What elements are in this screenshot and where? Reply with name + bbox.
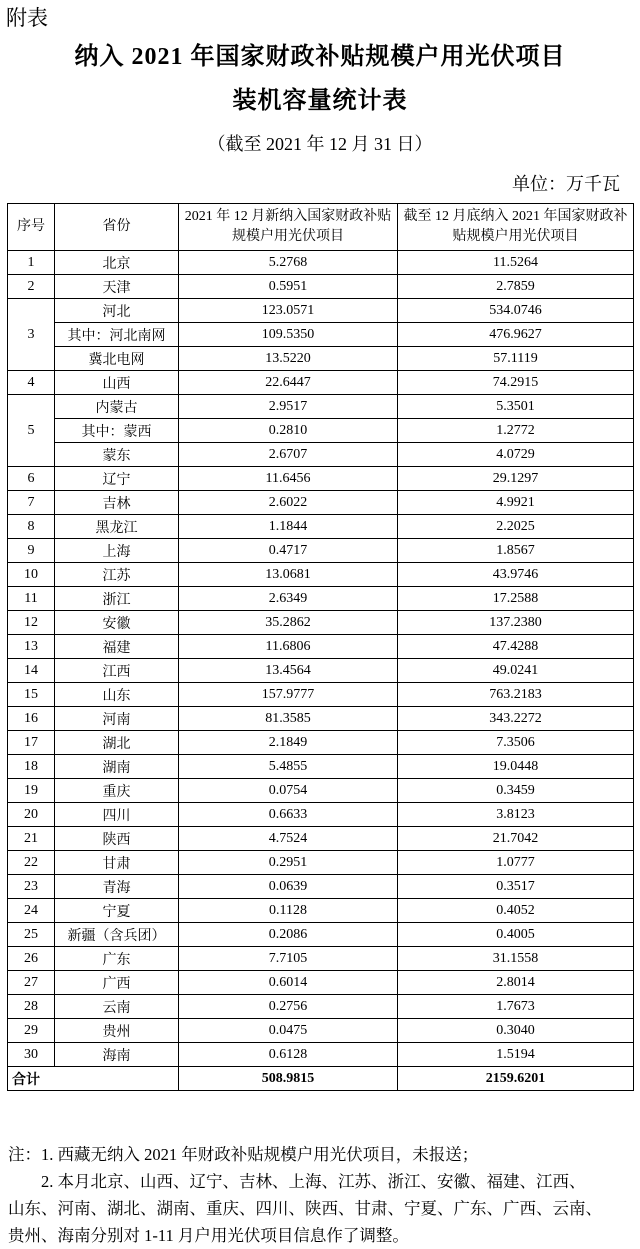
row-cumulative: 29.1297 bbox=[398, 467, 634, 491]
table-row bbox=[8, 851, 634, 875]
table-header-row bbox=[8, 204, 634, 251]
table-row bbox=[8, 563, 634, 587]
note-line: 贵州、海南分别对 1-11 月户用光伏项目信息作了调整。 bbox=[8, 1226, 409, 1245]
row-cumulative: 2.7859 bbox=[398, 275, 634, 299]
row-december-new: 109.5350 bbox=[179, 323, 398, 347]
table-row bbox=[8, 371, 634, 395]
row-seq: 28 bbox=[8, 995, 55, 1019]
row-province: 湖北 bbox=[55, 731, 179, 755]
row-december-new: 0.2086 bbox=[179, 923, 398, 947]
row-cumulative: 11.5264 bbox=[398, 251, 634, 275]
row-december-new: 2.6707 bbox=[179, 443, 398, 467]
table-row bbox=[8, 659, 634, 683]
row-province: 内蒙古 bbox=[55, 395, 179, 419]
table-row bbox=[8, 923, 634, 947]
row-province: 云南 bbox=[55, 995, 179, 1019]
row-province: 天津 bbox=[55, 275, 179, 299]
row-seq: 8 bbox=[8, 515, 55, 539]
row-province: 宁夏 bbox=[55, 899, 179, 923]
table-row bbox=[8, 611, 634, 635]
row-cumulative: 0.3517 bbox=[398, 875, 634, 899]
row-cumulative: 343.2272 bbox=[398, 707, 634, 731]
row-province: 江西 bbox=[55, 659, 179, 683]
table-row bbox=[8, 683, 634, 707]
table-row bbox=[8, 419, 634, 443]
row-seq: 2 bbox=[8, 275, 55, 299]
table-row bbox=[8, 587, 634, 611]
row-december-new: 0.4717 bbox=[179, 539, 398, 563]
table-row bbox=[8, 779, 634, 803]
row-seq: 6 bbox=[8, 467, 55, 491]
row-province: 其中：蒙西 bbox=[55, 419, 179, 443]
table-row bbox=[8, 899, 634, 923]
header-seq: 序号 bbox=[8, 204, 55, 251]
row-seq: 16 bbox=[8, 707, 55, 731]
table-row bbox=[8, 995, 634, 1019]
table-row bbox=[8, 275, 634, 299]
row-province: 重庆 bbox=[55, 779, 179, 803]
row-december-new: 0.0639 bbox=[179, 875, 398, 899]
row-december-new: 11.6806 bbox=[179, 635, 398, 659]
row-seq: 9 bbox=[8, 539, 55, 563]
row-province: 山西 bbox=[55, 371, 179, 395]
table-row bbox=[8, 251, 634, 275]
table-row bbox=[8, 395, 634, 419]
table-row bbox=[8, 467, 634, 491]
row-cumulative: 47.4288 bbox=[398, 635, 634, 659]
header-december-new: 2021 年 12 月新纳入国家财政补贴规模户用光伏项目 bbox=[179, 204, 398, 251]
row-province: 蒙东 bbox=[55, 443, 179, 467]
row-cumulative: 0.4005 bbox=[398, 923, 634, 947]
table-row bbox=[8, 1019, 634, 1043]
row-seq: 27 bbox=[8, 971, 55, 995]
row-cumulative: 2.2025 bbox=[398, 515, 634, 539]
row-cumulative: 74.2915 bbox=[398, 371, 634, 395]
table-row bbox=[8, 1043, 634, 1067]
total-cumulative: 2159.6201 bbox=[398, 1067, 634, 1091]
row-seq: 25 bbox=[8, 923, 55, 947]
row-cumulative: 0.3459 bbox=[398, 779, 634, 803]
unit-label: 单位：万千瓦 bbox=[512, 174, 620, 194]
table-row bbox=[8, 875, 634, 899]
row-cumulative: 1.8567 bbox=[398, 539, 634, 563]
note-line: 山东、河南、湖北、湖南、重庆、四川、陕西、甘肃、宁夏、广东、广西、云南、 bbox=[8, 1199, 602, 1218]
row-cumulative: 0.3040 bbox=[398, 1019, 634, 1043]
row-province: 黑龙江 bbox=[55, 515, 179, 539]
row-december-new: 11.6456 bbox=[179, 467, 398, 491]
row-seq: 15 bbox=[8, 683, 55, 707]
row-province: 浙江 bbox=[55, 587, 179, 611]
table-row bbox=[8, 827, 634, 851]
row-seq: 18 bbox=[8, 755, 55, 779]
row-cumulative: 1.7673 bbox=[398, 995, 634, 1019]
row-province: 四川 bbox=[55, 803, 179, 827]
table-row bbox=[8, 971, 634, 995]
row-december-new: 7.7105 bbox=[179, 947, 398, 971]
row-province: 广西 bbox=[55, 971, 179, 995]
table-row bbox=[8, 539, 634, 563]
row-seq: 23 bbox=[8, 875, 55, 899]
row-cumulative: 1.0777 bbox=[398, 851, 634, 875]
row-december-new: 81.3585 bbox=[179, 707, 398, 731]
row-seq: 19 bbox=[8, 779, 55, 803]
row-cumulative: 4.0729 bbox=[398, 443, 634, 467]
row-seq: 13 bbox=[8, 635, 55, 659]
table-row bbox=[8, 299, 634, 323]
row-seq: 4 bbox=[8, 371, 55, 395]
row-cumulative: 534.0746 bbox=[398, 299, 634, 323]
row-seq: 7 bbox=[8, 491, 55, 515]
row-seq: 12 bbox=[8, 611, 55, 635]
row-december-new: 0.2756 bbox=[179, 995, 398, 1019]
total-december-new: 508.9815 bbox=[179, 1067, 398, 1091]
row-december-new: 0.2810 bbox=[179, 419, 398, 443]
attachment-label: 附表 bbox=[6, 6, 48, 30]
row-province: 青海 bbox=[55, 875, 179, 899]
table-row bbox=[8, 491, 634, 515]
row-province: 安徽 bbox=[55, 611, 179, 635]
row-cumulative: 19.0448 bbox=[398, 755, 634, 779]
row-seq: 26 bbox=[8, 947, 55, 971]
row-cumulative: 5.3501 bbox=[398, 395, 634, 419]
table-row bbox=[8, 707, 634, 731]
row-december-new: 0.5951 bbox=[179, 275, 398, 299]
row-province: 河南 bbox=[55, 707, 179, 731]
row-december-new: 1.1844 bbox=[179, 515, 398, 539]
note-line: 注：1. 西藏无纳入 2021 年财政补贴规模户用光伏项目，未报送； bbox=[8, 1145, 479, 1164]
row-seq: 21 bbox=[8, 827, 55, 851]
row-cumulative: 1.2772 bbox=[398, 419, 634, 443]
row-cumulative: 7.3506 bbox=[398, 731, 634, 755]
row-province: 上海 bbox=[55, 539, 179, 563]
row-cumulative: 0.4052 bbox=[398, 899, 634, 923]
row-province: 海南 bbox=[55, 1043, 179, 1067]
row-seq: 30 bbox=[8, 1043, 55, 1067]
row-cumulative: 1.5194 bbox=[398, 1043, 634, 1067]
table-row bbox=[8, 635, 634, 659]
row-seq: 5 bbox=[8, 395, 55, 467]
row-seq: 11 bbox=[8, 587, 55, 611]
row-province: 冀北电网 bbox=[55, 347, 179, 371]
table-row bbox=[8, 803, 634, 827]
row-cumulative: 476.9627 bbox=[398, 323, 634, 347]
row-province: 江苏 bbox=[55, 563, 179, 587]
row-seq: 17 bbox=[8, 731, 55, 755]
row-province: 福建 bbox=[55, 635, 179, 659]
row-december-new: 5.2768 bbox=[179, 251, 398, 275]
row-province: 广东 bbox=[55, 947, 179, 971]
header-province: 省份 bbox=[55, 204, 179, 251]
table-row bbox=[8, 443, 634, 467]
row-seq: 20 bbox=[8, 803, 55, 827]
row-cumulative: 31.1558 bbox=[398, 947, 634, 971]
row-cumulative: 17.2588 bbox=[398, 587, 634, 611]
table-row bbox=[8, 731, 634, 755]
row-province: 陕西 bbox=[55, 827, 179, 851]
row-province: 其中：河北南网 bbox=[55, 323, 179, 347]
row-december-new: 0.6633 bbox=[179, 803, 398, 827]
row-december-new: 2.9517 bbox=[179, 395, 398, 419]
row-province: 甘肃 bbox=[55, 851, 179, 875]
notes bbox=[8, 1141, 630, 1249]
row-cumulative: 43.9746 bbox=[398, 563, 634, 587]
row-december-new: 0.6128 bbox=[179, 1043, 398, 1067]
row-seq: 29 bbox=[8, 1019, 55, 1043]
row-province: 河北 bbox=[55, 299, 179, 323]
capacity-table bbox=[7, 203, 634, 1091]
row-december-new: 0.2951 bbox=[179, 851, 398, 875]
row-december-new: 0.1128 bbox=[179, 899, 398, 923]
row-province: 山东 bbox=[55, 683, 179, 707]
row-cumulative: 3.8123 bbox=[398, 803, 634, 827]
row-cumulative: 21.7042 bbox=[398, 827, 634, 851]
table-row bbox=[8, 323, 634, 347]
row-december-new: 0.0475 bbox=[179, 1019, 398, 1043]
row-december-new: 2.1849 bbox=[179, 731, 398, 755]
total-label: 合计 bbox=[8, 1067, 179, 1091]
row-december-new: 157.9777 bbox=[179, 683, 398, 707]
total-row bbox=[8, 1067, 634, 1091]
row-december-new: 13.4564 bbox=[179, 659, 398, 683]
row-province: 吉林 bbox=[55, 491, 179, 515]
row-december-new: 0.6014 bbox=[179, 971, 398, 995]
row-december-new: 0.0754 bbox=[179, 779, 398, 803]
row-december-new: 4.7524 bbox=[179, 827, 398, 851]
row-cumulative: 49.0241 bbox=[398, 659, 634, 683]
row-december-new: 35.2862 bbox=[179, 611, 398, 635]
row-province: 辽宁 bbox=[55, 467, 179, 491]
as-of-date: （截至 2021 年 12 月 31 日） bbox=[207, 134, 433, 154]
table-row bbox=[8, 347, 634, 371]
row-cumulative: 57.1119 bbox=[398, 347, 634, 371]
row-december-new: 5.4855 bbox=[179, 755, 398, 779]
row-cumulative: 2.8014 bbox=[398, 971, 634, 995]
row-december-new: 22.6447 bbox=[179, 371, 398, 395]
row-cumulative: 4.9921 bbox=[398, 491, 634, 515]
row-seq: 10 bbox=[8, 563, 55, 587]
page-title: 纳入 2021 年国家财政补贴规模户用光伏项目 bbox=[74, 44, 566, 70]
row-december-new: 2.6349 bbox=[179, 587, 398, 611]
row-december-new: 13.0681 bbox=[179, 563, 398, 587]
row-province: 新疆（含兵团） bbox=[55, 923, 179, 947]
row-december-new: 2.6022 bbox=[179, 491, 398, 515]
row-cumulative: 137.2380 bbox=[398, 611, 634, 635]
note-line: 2. 本月北京、山西、辽宁、吉林、上海、江苏、浙江、安徽、福建、江西、 bbox=[8, 1172, 586, 1191]
table-row bbox=[8, 755, 634, 779]
row-province: 北京 bbox=[55, 251, 179, 275]
row-province: 贵州 bbox=[55, 1019, 179, 1043]
row-seq: 1 bbox=[8, 251, 55, 275]
page-subtitle: 装机容量统计表 bbox=[232, 88, 408, 114]
row-cumulative: 763.2183 bbox=[398, 683, 634, 707]
row-seq: 14 bbox=[8, 659, 55, 683]
row-seq: 22 bbox=[8, 851, 55, 875]
row-december-new: 13.5220 bbox=[179, 347, 398, 371]
table-row bbox=[8, 515, 634, 539]
row-seq: 3 bbox=[8, 299, 55, 371]
row-seq: 24 bbox=[8, 899, 55, 923]
row-province: 湖南 bbox=[55, 755, 179, 779]
row-december-new: 123.0571 bbox=[179, 299, 398, 323]
header-cumulative: 截至 12 月底纳入 2021 年国家财政补贴规模户用光伏项目 bbox=[398, 204, 634, 251]
table-row bbox=[8, 947, 634, 971]
